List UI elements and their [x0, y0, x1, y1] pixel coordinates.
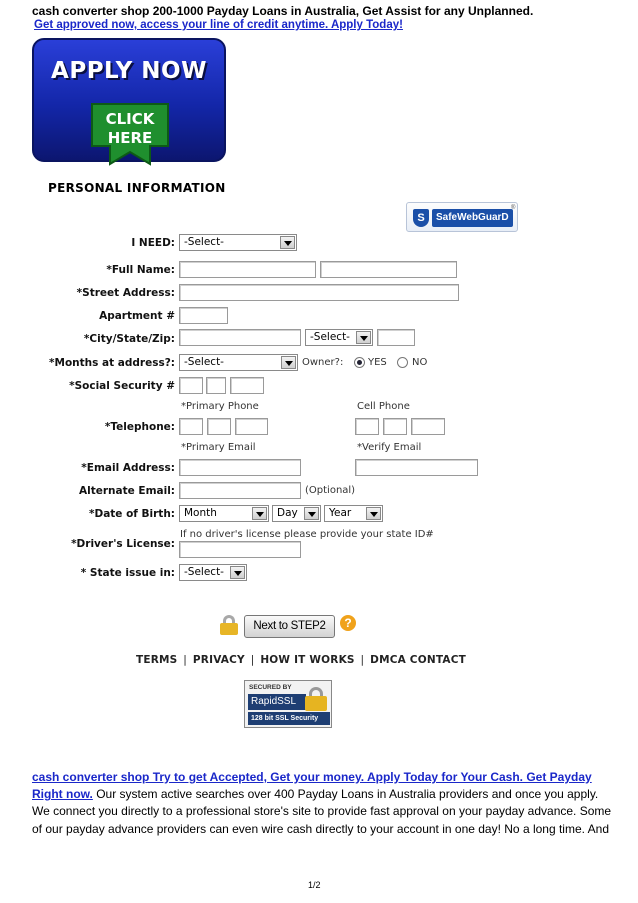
chevron-down-icon[interactable]: [230, 566, 245, 579]
body-line-4: of our payday advance providers can even wire cash directly to your account in one day! No a long time. And: [32, 822, 609, 836]
dob-year-select[interactable]: [324, 505, 383, 522]
street-address-input[interactable]: [179, 284, 459, 301]
ssl-brand-text: RapidSSL: [248, 694, 306, 710]
telephone-label: *Telephone:: [104, 421, 175, 433]
body-text: Our system active searches over 400 Payday Loans in Australia providers and once you apply.: [92, 787, 599, 801]
email-input[interactable]: [179, 459, 301, 476]
optional-note: (Optional): [305, 485, 356, 496]
body-link-apply[interactable]: cash converter shop Try to get Accepted, Get your money. Apply Today for Your Cash. Get Payday: [32, 770, 592, 784]
shield-icon: S: [413, 209, 429, 227]
drivers-license-input[interactable]: [179, 541, 301, 558]
click-text-line2: HERE: [107, 129, 153, 147]
chevron-down-icon[interactable]: [280, 236, 295, 249]
state-select[interactable]: [305, 329, 373, 346]
owner-yes-radio[interactable]: [354, 357, 365, 368]
dob-day-select[interactable]: [272, 505, 321, 522]
how-it-works-link[interactable]: HOW IT WORKS: [260, 654, 355, 666]
click-text-line1: CLICK: [105, 110, 155, 128]
ssn-part1-input[interactable]: [179, 377, 203, 394]
state-issue-select[interactable]: [179, 564, 247, 581]
drivers-license-label: *Driver's License:: [71, 538, 175, 550]
verify-email-label: *Verify Email: [357, 442, 422, 453]
state-select-value: -Select-: [310, 331, 350, 343]
primary-phone-prefix-input[interactable]: [207, 418, 231, 435]
owner-no-radio[interactable]: [397, 357, 408, 368]
rapidssl-badge: [244, 680, 332, 728]
apply-now-banner[interactable]: [32, 38, 226, 162]
chevron-down-icon[interactable]: [304, 507, 319, 520]
dmca-contact-link[interactable]: DMCA CONTACT: [370, 654, 466, 666]
privacy-link[interactable]: PRIVACY: [192, 654, 245, 666]
last-name-input[interactable]: [320, 261, 457, 278]
primary-phone-label: *Primary Phone: [181, 401, 259, 412]
primary-email-label: *Primary Email: [181, 442, 256, 453]
chevron-down-icon[interactable]: [366, 507, 381, 520]
alternate-email-label: Alternate Email:: [79, 485, 175, 497]
ssn-part3-input[interactable]: [230, 377, 264, 394]
ssl-bits-text: 128 bit SSL Security: [248, 712, 330, 725]
dob-year-value: Year: [329, 507, 352, 519]
alternate-email-input[interactable]: [179, 482, 301, 499]
state-issue-value: -Select-: [184, 566, 224, 578]
state-issue-label: * State issue in:: [80, 567, 175, 579]
city-state-zip-label: *City/State/Zip:: [83, 333, 175, 345]
date-of-birth-label: *Date of Birth:: [89, 508, 175, 520]
ssn-part2-input[interactable]: [206, 377, 226, 394]
i-need-select[interactable]: [179, 234, 297, 251]
apply-today-link[interactable]: Get approved now, access your line of credit anytime. Apply Today!: [34, 19, 403, 31]
terms-link[interactable]: TERMS: [136, 654, 178, 666]
license-hint: If no driver's license please provide your state ID#: [180, 529, 434, 540]
safewebguard-text: SafeWebGuarD: [432, 209, 513, 227]
owner-no-label: NO: [412, 357, 428, 368]
ssl-secured-text: SECURED BY: [249, 684, 292, 691]
padlock-icon: [305, 687, 327, 711]
chevron-down-icon[interactable]: [252, 507, 267, 520]
owner-label: Owner?:: [302, 357, 344, 368]
dob-month-select[interactable]: [179, 505, 269, 522]
page-title: cash converter shop 200-1000 Payday Loans in Australia, Get Assist for any Unplanned.: [32, 4, 534, 18]
padlock-body: [305, 696, 327, 711]
primary-phone-line-input[interactable]: [235, 418, 268, 435]
i-need-label: I NEED:: [131, 237, 175, 249]
ssn-label: *Social Security #: [69, 380, 175, 392]
chevron-down-icon[interactable]: [281, 356, 296, 369]
dob-month-value: Month: [184, 507, 217, 519]
lock-icon: [220, 615, 238, 635]
months-select[interactable]: [179, 354, 298, 371]
footer-links: [136, 654, 466, 666]
full-name-label: *Full Name:: [106, 264, 175, 276]
next-step-button[interactable]: Next to STEP2: [244, 615, 335, 638]
apartment-label: Apartment #: [99, 310, 175, 322]
separator: |: [183, 654, 188, 666]
i-need-select-value: -Select-: [184, 236, 224, 248]
dob-day-value: Day: [277, 507, 298, 519]
safewebguard-badge: [406, 202, 518, 232]
lock-body: [220, 623, 238, 635]
street-address-label: *Street Address:: [76, 287, 175, 299]
help-icon[interactable]: ?: [340, 615, 356, 631]
owner-yes-label: YES: [368, 357, 387, 368]
separator: |: [360, 654, 365, 666]
body-paragraph: [32, 769, 608, 803]
body-link-right-now[interactable]: Right now.: [32, 787, 93, 801]
cell-phone-label: Cell Phone: [357, 401, 410, 412]
zip-input[interactable]: [377, 329, 415, 346]
cell-phone-prefix-input[interactable]: [383, 418, 407, 435]
first-name-input[interactable]: [179, 261, 316, 278]
months-select-value: -Select-: [184, 356, 224, 368]
apartment-input[interactable]: [179, 307, 228, 324]
city-input[interactable]: [179, 329, 301, 346]
chevron-down-icon[interactable]: [356, 331, 371, 344]
primary-phone-area-input[interactable]: [179, 418, 203, 435]
body-line-3: We connect you directly to a professional store's site to provide fast approval on your payday advance. Some: [32, 804, 612, 818]
page-number: 1/2: [308, 880, 321, 890]
email-address-label: *Email Address:: [81, 462, 175, 474]
click-here-text: [88, 110, 172, 148]
cell-phone-line-input[interactable]: [411, 418, 445, 435]
cell-phone-area-input[interactable]: [355, 418, 379, 435]
verify-email-input[interactable]: [355, 459, 478, 476]
apply-now-text: APPLY NOW: [51, 58, 207, 84]
months-at-address-label: *Months at address?:: [49, 357, 175, 369]
section-title: PERSONAL INFORMATION: [48, 181, 226, 195]
trademark-mark: ®: [511, 205, 516, 211]
separator: |: [250, 654, 255, 666]
